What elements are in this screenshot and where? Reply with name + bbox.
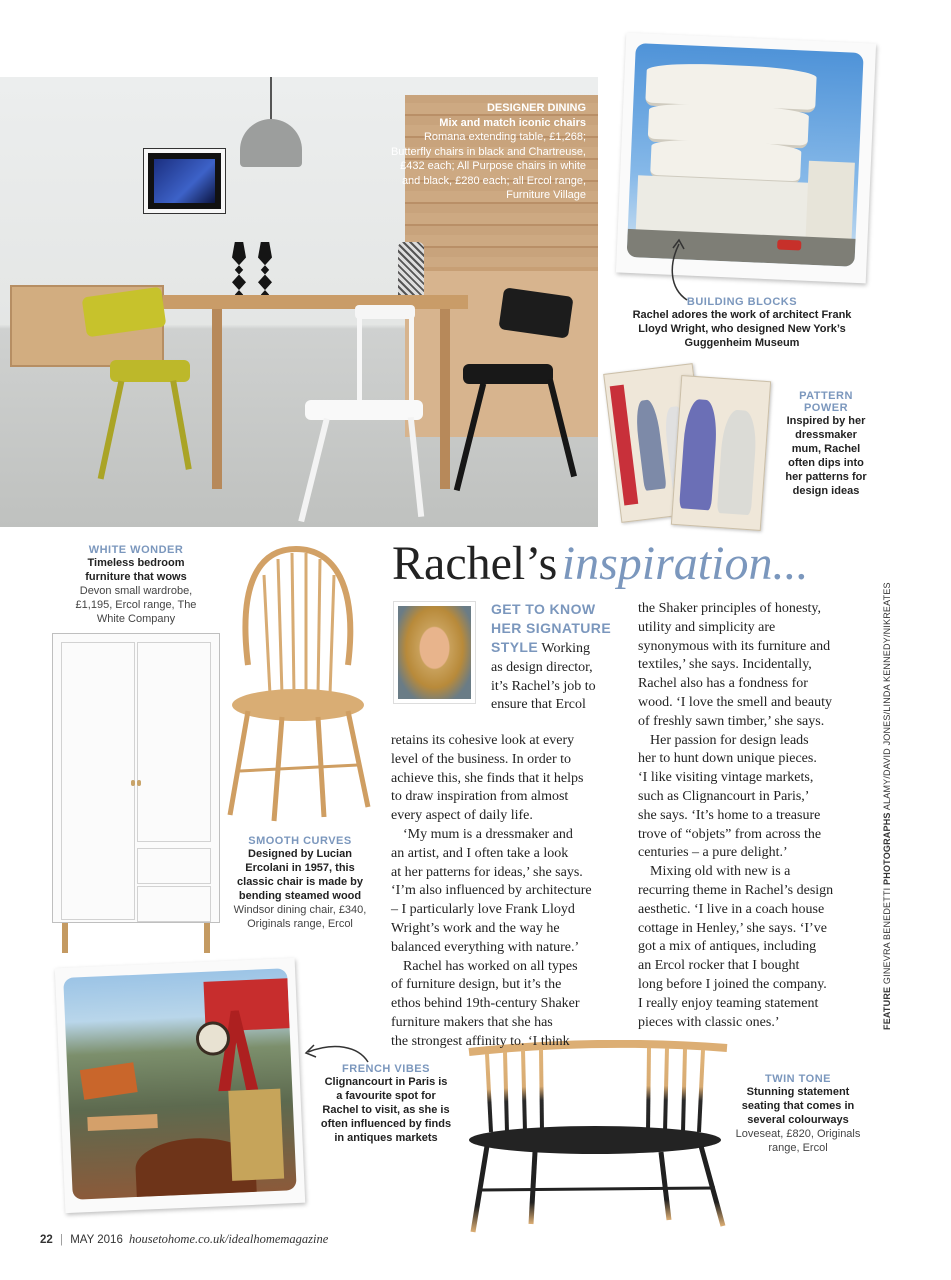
framed-picture xyxy=(144,149,225,213)
credit-feature-name: GINEVRA BENEDETTI xyxy=(882,887,892,985)
page-footer: 22 | MAY 2016 housetohome.co.uk/idealhomemagazine xyxy=(40,1232,329,1246)
caption-heading: DESIGNER DINING xyxy=(486,102,586,114)
body-line: at her patterns for ideas,’ she says. xyxy=(391,864,583,880)
title-plain: Rachel’s xyxy=(392,537,558,590)
body-line: she says. ‘It’s home to a treasure xyxy=(638,807,821,823)
body-line: ‘I like visiting vintage markets, xyxy=(638,770,814,786)
body-line: to draw inspiration from almost xyxy=(391,789,569,805)
body-line: centuries – a pure delight.’ xyxy=(638,845,788,861)
intro-line: ensure that Ercol xyxy=(491,697,586,713)
twin-tone-body: Loveseat, £820, Originals range, Ercol xyxy=(735,1128,861,1154)
body-line: furniture makers that she has xyxy=(391,1014,553,1030)
building-blocks-heading: BUILDING BLOCKS xyxy=(686,296,798,308)
table-leg xyxy=(212,309,222,489)
sewing-patterns-photo xyxy=(610,362,780,527)
white-wardrobe xyxy=(52,633,220,953)
pattern-power-heading-1: PATTERN xyxy=(799,390,853,402)
pattern-power-caption xyxy=(784,390,868,498)
black-chair xyxy=(455,292,585,502)
column-1-body xyxy=(391,732,631,1052)
body-line: ethos behind 19th-century Shaker xyxy=(391,996,580,1012)
body-line: the strongest affinity to. ‘I think xyxy=(391,1033,570,1049)
body-line: such as Clignancourt in Paris,’ xyxy=(638,788,810,804)
article-title xyxy=(392,536,808,591)
clignancourt-market-photo xyxy=(55,958,305,1213)
intro-line: it’s Rachel’s job to xyxy=(491,678,596,694)
caption-body: Romana extending table, £1,268; Butterfly chairs in black and Chartreuse, £432 each; All Purpose chairs in white and black, £280 each; all Ercol range, Furniture Village xyxy=(390,131,586,201)
twin-tone-bold: Stunning statement seating that comes in several colourways xyxy=(741,1086,855,1126)
photo-credits xyxy=(868,582,892,1030)
body-line: cottage in Henley,’ she says. ‘I’ve xyxy=(638,920,827,936)
body-line: recurring theme in Rachel’s design xyxy=(638,882,834,898)
intro-line: as design director, xyxy=(491,659,593,675)
curved-arrow-icon xyxy=(665,238,701,304)
body-line: ‘I’m also influenced by architecture xyxy=(391,883,592,899)
body-line: achieve this, she finds that it helps xyxy=(391,770,584,786)
body-line: pieces with classic ones.’ xyxy=(638,1014,780,1030)
body-line: level of the business. In order to xyxy=(391,751,572,767)
lead-line-3: STYLE xyxy=(491,639,539,655)
column-2-body xyxy=(638,600,870,1032)
pendant-lamp xyxy=(240,77,302,169)
body-line: the Shaker principles of honesty, xyxy=(638,601,821,616)
smooth-curves-bold: Designed by Lucian Ercolani in 1957, this classic chair is made by bending steamed wood xyxy=(237,848,363,902)
body-line: of freshly sawn timber,’ she says. xyxy=(638,713,825,729)
building-blocks-caption xyxy=(632,296,852,350)
issue-date: MAY 2016 xyxy=(70,1234,123,1246)
body-line: got a mix of antiques, including xyxy=(638,939,817,955)
body-line: an Ercol rocker that I bought xyxy=(638,958,800,974)
windsor-chair xyxy=(218,545,378,825)
body-line: long before I joined the company. xyxy=(638,976,827,992)
credit-photographs-names: ALAMY/DAVID JONES/LINDA KENNEDY/NIKREATES xyxy=(882,582,892,811)
body-line: utility and simplicity are xyxy=(638,619,776,635)
body-line: textiles,’ she says. Incidentally, xyxy=(638,657,812,673)
column-1-intro xyxy=(491,600,626,715)
chartreuse-chair xyxy=(80,292,190,482)
smooth-curves-heading: SMOOTH CURVES xyxy=(248,835,352,847)
body-line: synonymous with its furniture and xyxy=(638,638,831,654)
body-line: balanced everything with nature.’ xyxy=(391,939,580,955)
curved-arrow-icon xyxy=(302,1038,372,1064)
body-line: Wright’s work and the way he xyxy=(391,920,560,936)
body-line: trove of “objets” from across the xyxy=(638,826,822,842)
smooth-curves-caption xyxy=(232,835,368,931)
designer-dining-caption xyxy=(386,101,586,203)
french-vibes-heading: FRENCH VIBES xyxy=(342,1063,430,1075)
body-line: an artist, and I often take a look xyxy=(391,845,569,861)
loveseat-bench xyxy=(465,1040,730,1235)
rachel-portrait xyxy=(393,601,476,704)
title-italic: inspiration... xyxy=(561,537,809,590)
white-wonder-caption xyxy=(70,544,202,626)
white-wonder-bold: Timeless bedroom furniture that wows xyxy=(85,557,187,583)
guggenheim-photo xyxy=(616,33,876,284)
twin-tone-caption xyxy=(735,1073,861,1155)
body-line: Mixing old with new is a xyxy=(650,864,791,880)
french-vibes-caption xyxy=(320,1063,452,1145)
white-wonder-body: Devon small wardrobe, £1,195, Ercol range, The White Company xyxy=(75,585,197,625)
twin-tone-heading: TWIN TONE xyxy=(764,1073,831,1085)
page-number: 22 xyxy=(40,1234,53,1246)
body-line: Rachel has worked on all types xyxy=(403,958,578,974)
credit-photographs-label: PHOTOGRAPHS xyxy=(882,812,892,885)
body-line: wood. ‘I love the smell and beauty xyxy=(638,694,833,710)
table-leg xyxy=(440,309,450,489)
white-wonder-heading: WHITE WONDER xyxy=(88,544,184,556)
body-line: – I particularly love Frank Lloyd xyxy=(391,902,575,918)
pattern-power-heading-2: POWER xyxy=(803,402,849,414)
body-line: of furniture design, but it’s the xyxy=(391,977,562,993)
building-blocks-body: Rachel adores the work of architect Frank Lloyd Wright, who designed New York’s Guggenheim Museum xyxy=(632,309,852,349)
caption-subheading: Mix and match iconic chairs xyxy=(439,116,586,129)
pattern-power-body: Inspired by her dressmaker mum, Rachel often dips into her patterns for design ideas xyxy=(785,415,867,497)
body-line: Her passion for design leads xyxy=(650,732,809,748)
body-line: her to hunt down unique pieces. xyxy=(638,751,817,767)
lead-line-1: GET TO KNOW xyxy=(491,601,596,617)
body-line: ‘My mum is a dressmaker and xyxy=(403,826,573,842)
body-line: aesthetic. ‘I live in a coach house xyxy=(638,901,825,917)
body-line: every aspect of daily life. xyxy=(391,808,533,824)
intro-line: Working xyxy=(541,641,591,656)
hero-dining-photo xyxy=(0,77,598,527)
credit-feature-label: FEATURE xyxy=(882,986,892,1030)
smooth-curves-body: Windsor dining chair, £340, Originals range, Ercol xyxy=(233,904,367,930)
body-line: retains its cohesive look at every xyxy=(391,733,575,748)
body-line: Rachel also has a fondness for xyxy=(638,676,808,692)
lead-line-2: HER SIGNATURE xyxy=(491,620,612,636)
white-chair xyxy=(285,305,435,525)
footer-url[interactable]: housetohome.co.uk/idealhomemagazine xyxy=(129,1232,329,1246)
body-line: I really enjoy teaming statement xyxy=(638,995,819,1011)
french-vibes-bold: Clignancourt in Paris is a favourite spot for Rachel to visit, as she is often influenced by finds in antiques markets xyxy=(320,1076,452,1144)
